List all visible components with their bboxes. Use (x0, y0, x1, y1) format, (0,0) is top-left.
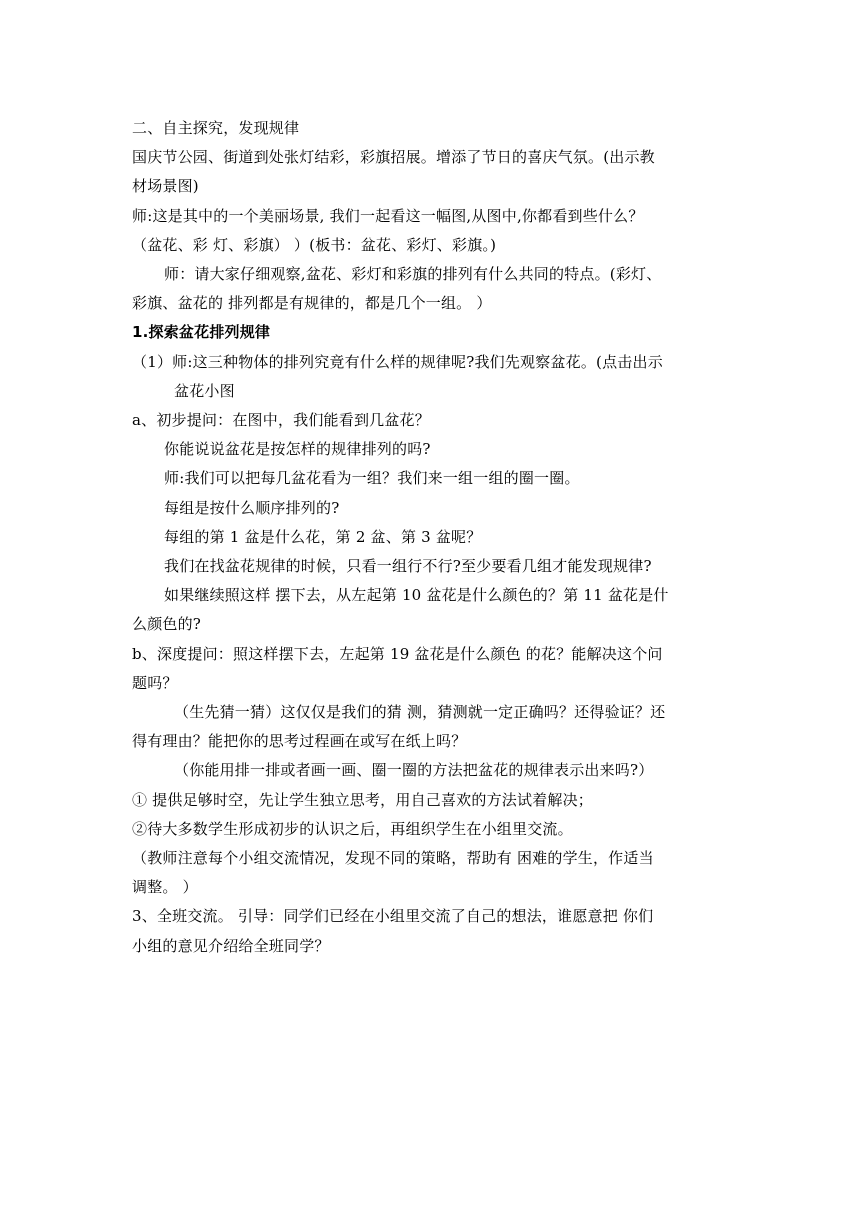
a-sub-question-3: 每组是按什么顺序排列的? (164, 498, 340, 517)
teacher-question-2-line-1: 师：请大家仔细观察,盆花、彩灯和彩旗的排列有什么共同的特点。(彩灯、 (164, 265, 662, 284)
a-sub-question-1: 你能说说盆花是按怎样的规律排列的吗? (164, 440, 431, 459)
a-question: a、初步提问：在图中，我们能看到几盆花？ (132, 411, 430, 430)
teacher-note-line-2: 调整。 ） (132, 878, 198, 897)
point-2: ②待大多数学生形成初步的认识之后，再组织学生在小组里交流。 (132, 819, 573, 838)
guess-paragraph-line-1: （生先猜一猜）这仅仅是我们的猜 测，猜测就一定正确吗？还得验证？还 (174, 703, 666, 722)
document-body (132, 114, 732, 961)
teacher-question-1-line-2: （盆花、彩 灯、彩旗） ）(板书：盆花、彩灯、彩旗。) (132, 235, 497, 254)
b-question-line-1: b、深度提问：照这样摆下去，左起第 19 盆花是什么颜色 的花？能解决这个问 (132, 644, 663, 663)
step-3-line-1: 3、全班交流。 引导：同学们已经在小组里交流了自己的想法，谁愿意把 你们 (132, 907, 654, 926)
step-3-line-2: 小组的意见介绍给全班同学？ (132, 936, 330, 955)
a-sub-question-2: 师:我们可以把每几盆花看为一组？我们来一组一组的圈一圈。 (164, 469, 580, 488)
intro-paragraph-line-2: 材场景图) (132, 177, 199, 196)
teacher-question-2-line-2: 彩旗、盆花的 排列都是有规律的，都是几个一组。 ） (132, 294, 492, 313)
subheading-explore-flowers: 1.探索盆花排列规律 (132, 323, 271, 342)
teacher-question-1-line-1: 师:这是其中的一个美丽场景, 我们一起看这一幅图,从图中,你都看到些什么？ (132, 206, 644, 225)
b-question-line-2: 题吗？ (132, 673, 178, 692)
step-1-line-2: 盆花小图 (174, 381, 235, 400)
section-title: 二、自主探究，发现规律 (132, 119, 300, 137)
a-sub-question-6-line-1: 如果继续照这样 摆下去，从左起第 10 盆花是什么颜色的？第 11 盆花是什 (164, 586, 669, 605)
step-1-line-1: （1）师:这三种物体的排列究竟有什么样的规律呢?我们先观察盆花。(点击出示 (132, 352, 663, 371)
a-sub-question-5: 我们在找盆花规律的时候，只看一组行不行?至少要看几组才能发现规律? (164, 557, 652, 576)
point-1: ① 提供足够时空，先让学生独立思考，用自己喜欢的方法试着解决； (132, 790, 593, 809)
teacher-note-line-1: （教师注意每个小组交流情况，发现不同的策略，帮助有 困难的学生，作适当 (132, 849, 654, 868)
a-sub-question-4: 每组的第 1 盆是什么花，第 2 盆、第 3 盆呢？ (164, 527, 482, 546)
intro-paragraph-line-1: 国庆节公园、街道到处张灯结彩，彩旗招展。增添了节日的喜庆气氛。(出示教 (132, 148, 655, 167)
method-prompt: （你能用排一排或者画一画、圈一圈的方法把盆花的规律表示出来吗?） (174, 761, 654, 780)
a-sub-question-6-line-2: 么颜色的? (132, 615, 202, 634)
guess-paragraph-line-2: 得有理由？能把你的思考过程画在或写在纸上吗？ (132, 732, 467, 751)
